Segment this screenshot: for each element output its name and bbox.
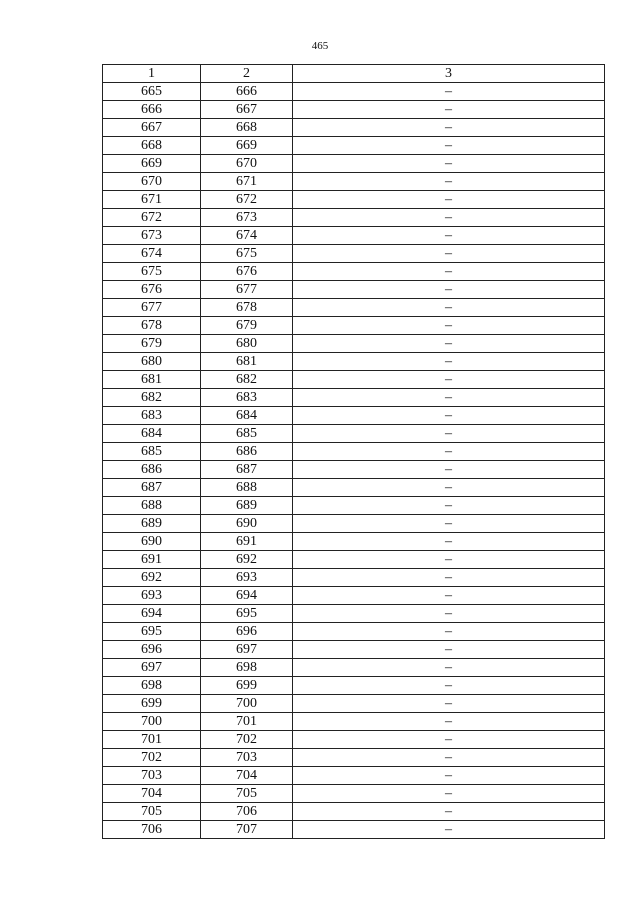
table-row bbox=[103, 173, 605, 191]
table-row bbox=[103, 461, 605, 479]
cell-col-3: – bbox=[293, 677, 605, 695]
column-header-2: 2 bbox=[201, 65, 293, 83]
cell-col-1: 697 bbox=[103, 659, 201, 677]
table-row bbox=[103, 677, 605, 695]
cell-col-2: 671 bbox=[201, 173, 293, 191]
table-row bbox=[103, 407, 605, 425]
cell-col-1: 698 bbox=[103, 677, 201, 695]
table-row bbox=[103, 605, 605, 623]
table-row bbox=[103, 425, 605, 443]
cell-col-1: 692 bbox=[103, 569, 201, 587]
cell-col-3: – bbox=[293, 587, 605, 605]
cell-col-2: 675 bbox=[201, 245, 293, 263]
cell-col-1: 676 bbox=[103, 281, 201, 299]
cell-col-2: 682 bbox=[201, 371, 293, 389]
cell-col-3: – bbox=[293, 803, 605, 821]
cell-col-1: 665 bbox=[103, 83, 201, 101]
cell-col-1: 684 bbox=[103, 425, 201, 443]
cell-col-3: – bbox=[293, 713, 605, 731]
cell-col-3: – bbox=[293, 821, 605, 839]
cell-col-3: – bbox=[293, 245, 605, 263]
cell-col-2: 694 bbox=[201, 587, 293, 605]
table-row bbox=[103, 281, 605, 299]
table-row bbox=[103, 803, 605, 821]
cell-col-1: 686 bbox=[103, 461, 201, 479]
cell-col-1: 675 bbox=[103, 263, 201, 281]
cell-col-2: 696 bbox=[201, 623, 293, 641]
cell-col-1: 702 bbox=[103, 749, 201, 767]
table-row bbox=[103, 587, 605, 605]
cell-col-2: 680 bbox=[201, 335, 293, 353]
cell-col-1: 681 bbox=[103, 371, 201, 389]
cell-col-2: 692 bbox=[201, 551, 293, 569]
cell-col-3: – bbox=[293, 695, 605, 713]
cell-col-1: 671 bbox=[103, 191, 201, 209]
cell-col-1: 706 bbox=[103, 821, 201, 839]
cell-col-1: 699 bbox=[103, 695, 201, 713]
column-header-1: 1 bbox=[103, 65, 201, 83]
cell-col-2: 697 bbox=[201, 641, 293, 659]
cell-col-1: 701 bbox=[103, 731, 201, 749]
cell-col-3: – bbox=[293, 317, 605, 335]
table-row bbox=[103, 821, 605, 839]
cell-col-3: – bbox=[293, 533, 605, 551]
cell-col-3: – bbox=[293, 137, 605, 155]
table-row bbox=[103, 245, 605, 263]
table-row bbox=[103, 713, 605, 731]
table-row bbox=[103, 317, 605, 335]
table-row bbox=[103, 623, 605, 641]
cell-col-2: 704 bbox=[201, 767, 293, 785]
cell-col-1: 687 bbox=[103, 479, 201, 497]
table-row bbox=[103, 515, 605, 533]
cell-col-1: 693 bbox=[103, 587, 201, 605]
cell-col-3: – bbox=[293, 659, 605, 677]
cell-col-2: 681 bbox=[201, 353, 293, 371]
cell-col-3: – bbox=[293, 641, 605, 659]
cell-col-2: 695 bbox=[201, 605, 293, 623]
cell-col-1: 688 bbox=[103, 497, 201, 515]
cell-col-1: 690 bbox=[103, 533, 201, 551]
cell-col-2: 689 bbox=[201, 497, 293, 515]
cell-col-1: 673 bbox=[103, 227, 201, 245]
cell-col-1: 672 bbox=[103, 209, 201, 227]
cell-col-3: – bbox=[293, 263, 605, 281]
cell-col-1: 682 bbox=[103, 389, 201, 407]
cell-col-1: 704 bbox=[103, 785, 201, 803]
cell-col-3: – bbox=[293, 515, 605, 533]
table-row bbox=[103, 551, 605, 569]
column-header-3: 3 bbox=[293, 65, 605, 83]
cell-col-1: 666 bbox=[103, 101, 201, 119]
cell-col-1: 679 bbox=[103, 335, 201, 353]
cell-col-2: 668 bbox=[201, 119, 293, 137]
table-row bbox=[103, 353, 605, 371]
cell-col-3: – bbox=[293, 605, 605, 623]
table-row bbox=[103, 641, 605, 659]
cell-col-1: 691 bbox=[103, 551, 201, 569]
cell-col-3: – bbox=[293, 335, 605, 353]
cell-col-3: – bbox=[293, 461, 605, 479]
cell-col-1: 696 bbox=[103, 641, 201, 659]
cell-col-3: – bbox=[293, 227, 605, 245]
table-row bbox=[103, 335, 605, 353]
cell-col-3: – bbox=[293, 101, 605, 119]
cell-col-3: – bbox=[293, 173, 605, 191]
cell-col-1: 700 bbox=[103, 713, 201, 731]
table-row bbox=[103, 137, 605, 155]
cell-col-2: 674 bbox=[201, 227, 293, 245]
table-row bbox=[103, 119, 605, 137]
table-row bbox=[103, 785, 605, 803]
page-number: 465 bbox=[311, 40, 329, 52]
cell-col-2: 687 bbox=[201, 461, 293, 479]
table-row bbox=[103, 659, 605, 677]
table-row bbox=[103, 533, 605, 551]
cell-col-2: 698 bbox=[201, 659, 293, 677]
cell-col-2: 690 bbox=[201, 515, 293, 533]
table-row bbox=[103, 731, 605, 749]
cell-col-3: – bbox=[293, 569, 605, 587]
table-row bbox=[103, 155, 605, 173]
cell-col-1: 694 bbox=[103, 605, 201, 623]
cell-col-2: 667 bbox=[201, 101, 293, 119]
cell-col-2: 705 bbox=[201, 785, 293, 803]
cell-col-2: 686 bbox=[201, 443, 293, 461]
cell-col-1: 670 bbox=[103, 173, 201, 191]
cell-col-1: 669 bbox=[103, 155, 201, 173]
table-header bbox=[103, 65, 605, 83]
cell-col-3: – bbox=[293, 425, 605, 443]
cell-col-3: – bbox=[293, 731, 605, 749]
cell-col-3: – bbox=[293, 551, 605, 569]
cell-col-2: 701 bbox=[201, 713, 293, 731]
cell-col-2: 677 bbox=[201, 281, 293, 299]
cell-col-3: – bbox=[293, 191, 605, 209]
cell-col-1: 667 bbox=[103, 119, 201, 137]
cell-col-2: 691 bbox=[201, 533, 293, 551]
cell-col-3: – bbox=[293, 785, 605, 803]
cell-col-1: 678 bbox=[103, 317, 201, 335]
cell-col-2: 688 bbox=[201, 479, 293, 497]
cell-col-1: 705 bbox=[103, 803, 201, 821]
table-row bbox=[103, 767, 605, 785]
table-row bbox=[103, 695, 605, 713]
cell-col-3: – bbox=[293, 497, 605, 515]
table-row bbox=[103, 371, 605, 389]
cell-col-1: 680 bbox=[103, 353, 201, 371]
cell-col-2: 676 bbox=[201, 263, 293, 281]
cell-col-3: – bbox=[293, 371, 605, 389]
cell-col-3: – bbox=[293, 299, 605, 317]
table-row bbox=[103, 227, 605, 245]
table-row bbox=[103, 83, 605, 101]
table-body bbox=[103, 83, 605, 839]
cell-col-2: 669 bbox=[201, 137, 293, 155]
cell-col-3: – bbox=[293, 83, 605, 101]
cell-col-2: 706 bbox=[201, 803, 293, 821]
table-row bbox=[103, 569, 605, 587]
cell-col-1: 695 bbox=[103, 623, 201, 641]
cell-col-3: – bbox=[293, 479, 605, 497]
table-row bbox=[103, 497, 605, 515]
cell-col-2: 700 bbox=[201, 695, 293, 713]
table-row bbox=[103, 191, 605, 209]
table-row bbox=[103, 749, 605, 767]
table-row bbox=[103, 101, 605, 119]
table-row bbox=[103, 389, 605, 407]
cell-col-2: 673 bbox=[201, 209, 293, 227]
table-row bbox=[103, 263, 605, 281]
table-row bbox=[103, 209, 605, 227]
cell-col-3: – bbox=[293, 443, 605, 461]
cell-col-2: 707 bbox=[201, 821, 293, 839]
header-row bbox=[103, 65, 605, 83]
cell-col-2: 684 bbox=[201, 407, 293, 425]
cell-col-2: 672 bbox=[201, 191, 293, 209]
cell-col-1: 677 bbox=[103, 299, 201, 317]
data-table bbox=[102, 64, 605, 839]
table-row bbox=[103, 299, 605, 317]
cell-col-3: – bbox=[293, 281, 605, 299]
cell-col-2: 685 bbox=[201, 425, 293, 443]
cell-col-1: 668 bbox=[103, 137, 201, 155]
cell-col-3: – bbox=[293, 155, 605, 173]
cell-col-2: 670 bbox=[201, 155, 293, 173]
cell-col-2: 699 bbox=[201, 677, 293, 695]
cell-col-3: – bbox=[293, 623, 605, 641]
cell-col-2: 693 bbox=[201, 569, 293, 587]
cell-col-3: – bbox=[293, 749, 605, 767]
cell-col-2: 702 bbox=[201, 731, 293, 749]
cell-col-3: – bbox=[293, 353, 605, 371]
cell-col-1: 683 bbox=[103, 407, 201, 425]
table-row bbox=[103, 443, 605, 461]
cell-col-3: – bbox=[293, 407, 605, 425]
cell-col-2: 679 bbox=[201, 317, 293, 335]
cell-col-3: – bbox=[293, 209, 605, 227]
cell-col-3: – bbox=[293, 767, 605, 785]
cell-col-2: 683 bbox=[201, 389, 293, 407]
cell-col-2: 666 bbox=[201, 83, 293, 101]
cell-col-3: – bbox=[293, 389, 605, 407]
cell-col-3: – bbox=[293, 119, 605, 137]
cell-col-1: 685 bbox=[103, 443, 201, 461]
cell-col-2: 678 bbox=[201, 299, 293, 317]
cell-col-1: 674 bbox=[103, 245, 201, 263]
table-row bbox=[103, 479, 605, 497]
cell-col-2: 703 bbox=[201, 749, 293, 767]
cell-col-1: 689 bbox=[103, 515, 201, 533]
cell-col-1: 703 bbox=[103, 767, 201, 785]
